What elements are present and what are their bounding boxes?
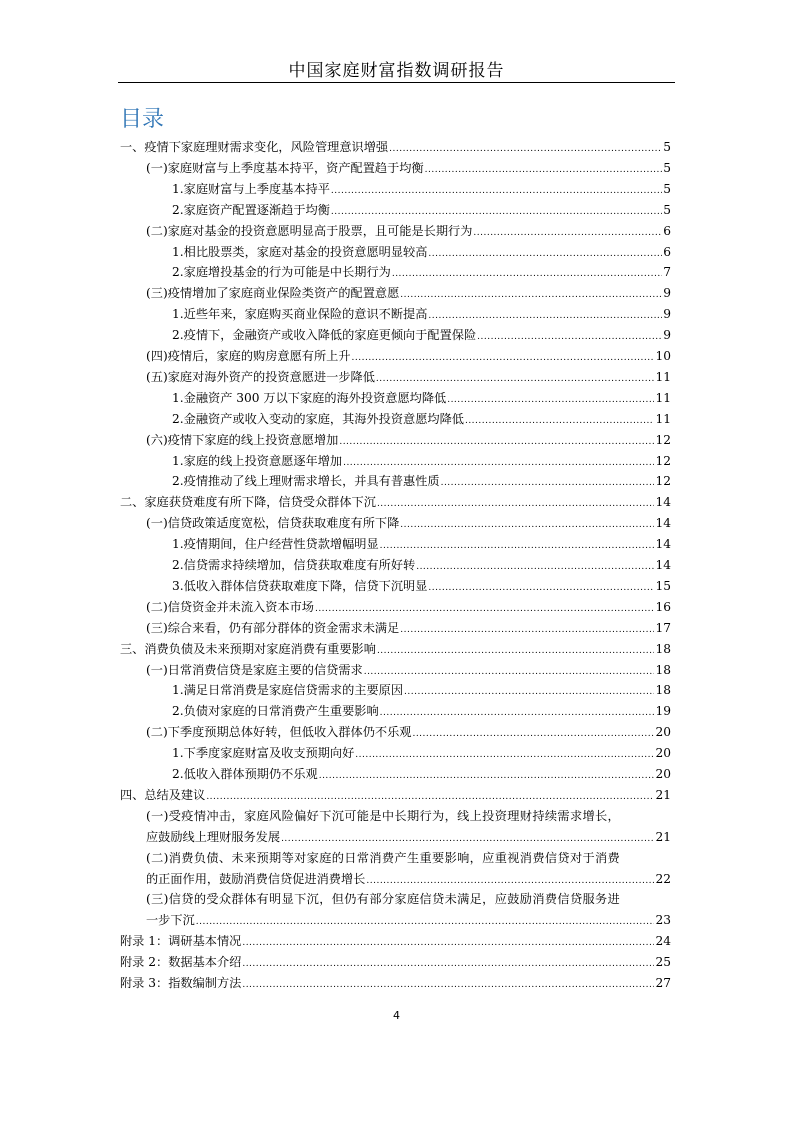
toc-entry-page: 21: [655, 829, 671, 844]
toc-entry-label: (三)疫情增加了家庭商业保险类资产的配置意愿: [146, 286, 400, 301]
toc-leader-dots: [392, 262, 662, 285]
toc-entry-page: 18: [655, 683, 671, 698]
toc-entry[interactable]: [172, 576, 671, 599]
toc-leader-dots: [425, 158, 663, 181]
toc-entry-label: 附录 1：调研基本情况: [120, 934, 242, 949]
toc-leader-dots: [242, 931, 654, 954]
toc-entry-label: 2.家庭增投基金的行为可能是中长期行为: [172, 265, 391, 280]
toc-entry-page: 11: [655, 390, 671, 405]
toc-entry-label: 1.满足日常消费是家庭信贷需求的主要原因: [172, 683, 404, 698]
toc-leader-dots: [380, 701, 655, 724]
toc-entry-page: 19: [655, 704, 671, 719]
toc-entry-label: 1.疫情期间，住户经营性贷款增幅明显: [172, 537, 379, 552]
toc-leader-dots: [473, 221, 662, 244]
toc-entry-label: (二)信贷资金并未流入资本市场: [146, 599, 314, 614]
toc-entry-label-cont: 的正面作用，鼓励消费信贷促进消费增长: [146, 871, 366, 886]
toc-entry[interactable]: [146, 722, 671, 745]
toc-entry-label: 附录 2：数据基本介绍: [120, 955, 242, 970]
toc-leader-dots: [331, 179, 662, 202]
toc-entry-page: 5: [663, 181, 671, 196]
toc-entry-page: 12: [655, 474, 671, 489]
toc-entry-label-cont: 一步下沉: [146, 913, 195, 928]
toc-entry-label: (二)下季度预期总体好转，但低收入群体仍不乐观: [146, 725, 412, 740]
toc-leader-dots: [428, 304, 662, 327]
toc-entry-page: 14: [655, 495, 671, 510]
toc-leader-dots: [377, 639, 655, 662]
toc-entry[interactable]: [146, 848, 671, 892]
toc-leader-dots: [196, 910, 655, 933]
toc-entry-page: 20: [655, 725, 671, 740]
toc-entry[interactable]: [172, 764, 671, 787]
toc-entry-page: 25: [655, 955, 671, 970]
toc-entry-page: 17: [655, 620, 671, 635]
toc-leader-dots: [377, 492, 655, 515]
toc-entry-page: 11: [655, 369, 671, 384]
toc-entry-label: 一、疫情下家庭理财需求变化，风险管理意识增强: [120, 140, 389, 154]
toc-leader-dots: [412, 722, 654, 745]
toc-entry-label: 附录 3：指数编制方法: [120, 976, 242, 990]
toc-entry[interactable]: [172, 200, 671, 223]
toc-entry[interactable]: [172, 409, 671, 432]
toc-leader-dots: [242, 952, 654, 975]
toc-leader-dots: [281, 827, 654, 850]
toc-entry[interactable]: [120, 785, 671, 808]
toc-leader-dots: [319, 764, 655, 787]
toc-entry-label: (一)日常消费信贷是家庭主要的信贷需求: [146, 662, 363, 677]
toc-leader-dots: [416, 555, 654, 578]
toc-entry-page: 5: [663, 202, 671, 217]
toc-entry-label: (二)家庭对基金的投资意愿明显高于股票，且可能是长期行为: [146, 223, 473, 238]
toc-entry-label: 2.疫情下，金融资产或收入降低的家庭更倾向于配置保险: [172, 328, 477, 343]
toc-leader-dots: [447, 388, 654, 411]
toc-entry-label: 2.疫情推动了线上理财需求增长，并具有普惠性质: [172, 474, 440, 489]
toc-entry[interactable]: [120, 952, 671, 975]
toc-entry[interactable]: [172, 262, 671, 285]
toc-entry-label: (五)家庭对海外资产的投资意愿进一步降低: [146, 369, 375, 384]
toc-entry-page: 6: [663, 223, 671, 238]
toc-entry[interactable]: [146, 513, 671, 536]
toc-entry-label: (六)疫情下家庭的线上投资意愿增加: [146, 432, 339, 447]
toc-entry[interactable]: [120, 931, 671, 954]
toc-entry-label: 1.金融资产 300 万以下家庭的海外投资意愿均降低: [172, 390, 447, 405]
toc-entry-label-cont: 应鼓励线上理财服务发展: [146, 829, 281, 844]
toc-leader-dots: [441, 471, 655, 494]
toc-leader-dots: [366, 869, 654, 892]
toc-entry-page: 12: [655, 432, 671, 447]
toc-leader-dots: [355, 743, 654, 766]
toc-entry[interactable]: [146, 660, 671, 683]
toc-leader-dots: [428, 576, 654, 599]
toc-entry-page: 9: [663, 286, 671, 301]
toc-entry-page: 22: [655, 871, 671, 886]
toc-entry[interactable]: [146, 889, 671, 933]
toc-entry-label: 2.低收入群体预期仍不乐观: [172, 767, 318, 781]
toc-entry-label: (三)信贷的受众群体有明显下沉，但仍有部分家庭信贷未满足，应鼓励消费信贷服务进: [146, 892, 621, 907]
page-number: 4: [393, 1009, 400, 1022]
toc-entry[interactable]: [172, 388, 671, 411]
toc-entry[interactable]: [146, 283, 671, 306]
toc-entry[interactable]: [172, 242, 671, 265]
toc-entry-label: (四)疫情后，家庭的购房意愿有所上升: [146, 349, 351, 363]
toc-entry-page: 16: [655, 599, 671, 614]
toc-entry[interactable]: [146, 367, 671, 390]
toc-entry[interactable]: [146, 158, 671, 181]
toc-leader-dots: [380, 534, 655, 557]
toc-entry-page: 12: [655, 453, 671, 468]
toc-entry-label: 三、消费负债及未来预期对家庭消费有重要影响: [120, 641, 376, 656]
toc-entry-page: 20: [655, 767, 671, 781]
toc-entry-page: 14: [655, 516, 671, 531]
toc-entry[interactable]: [172, 555, 671, 578]
toc-leader-dots: [206, 785, 654, 808]
toc-entry[interactable]: [172, 471, 671, 494]
toc-entry-label: (一)信贷政策适度宽松，信贷获取难度有所下降: [146, 516, 400, 531]
toc-entry[interactable]: [146, 221, 671, 244]
toc-leader-dots: [400, 283, 662, 306]
toc-entry[interactable]: [172, 451, 671, 474]
toc-entry-page: 15: [655, 578, 671, 593]
toc-entry-page: 7: [663, 265, 671, 280]
toc-entry-page: 18: [655, 662, 671, 677]
toc-entry-label: 1.家庭的线上投资意愿逐年增加: [172, 453, 343, 468]
toc-entry[interactable]: [120, 639, 671, 662]
toc-entry-label: 1.近些年来，家庭购买商业保险的意识不断提高: [172, 307, 428, 322]
toc-entry[interactable]: [146, 618, 671, 641]
toc-entry-page: 18: [655, 641, 671, 656]
toc-entry-page: 24: [655, 934, 671, 949]
toc-entry[interactable]: [120, 492, 671, 515]
toc-entry[interactable]: [146, 430, 671, 453]
toc-entry-page: 14: [655, 537, 671, 552]
toc-entry-label: (二)消费负债、未来预期等对家庭的日常消费产生重要影响，应重视消费信贷对于消费: [146, 850, 621, 865]
toc-entry-page: 9: [663, 328, 671, 343]
toc-entry[interactable]: [172, 680, 671, 703]
toc-entry-page: 21: [655, 787, 671, 802]
toc-leader-dots: [364, 660, 655, 683]
toc-leader-dots: [343, 451, 654, 474]
toc-entry[interactable]: [120, 137, 671, 160]
toc-entry-page: 10: [655, 349, 671, 363]
toc-entry-label: 2.家庭资产配置逐渐趋于均衡: [172, 202, 330, 217]
toc-entry[interactable]: [172, 304, 671, 327]
toc-entry-label: (一)受疫情冲击，家庭风险偏好下沉可能是中长期行为，线上投资理财持续需求增长，: [146, 808, 621, 823]
toc-entry[interactable]: [172, 179, 671, 202]
header-title: 中国家庭财富指数调研报告: [288, 61, 505, 81]
toc-entry-label: (三)综合来看，仍有部分群体的资金需求未满足: [146, 620, 400, 635]
toc-leader-dots: [352, 346, 655, 369]
toc-entry[interactable]: [172, 325, 671, 348]
toc-entry-page: 9: [663, 307, 671, 322]
toc-leader-dots: [400, 618, 654, 641]
toc-entry-page: 5: [663, 160, 671, 175]
toc-leader-dots: [242, 973, 654, 996]
toc-entry[interactable]: [120, 973, 671, 996]
header-divider: [118, 82, 675, 83]
toc-leader-dots: [465, 409, 655, 432]
toc-entry-page: 14: [655, 558, 671, 572]
toc-entry-label: 1.下季度家庭财富及收支预期向好: [172, 746, 355, 761]
toc-entry-page: 5: [663, 140, 671, 154]
toc-leader-dots: [400, 513, 654, 536]
toc-title: 目录: [120, 107, 165, 132]
toc-entry-page: 20: [655, 746, 671, 761]
toc-entry[interactable]: [172, 701, 671, 724]
toc-leader-dots: [428, 242, 662, 265]
toc-entry[interactable]: [146, 597, 671, 620]
toc-entry[interactable]: [146, 806, 671, 850]
toc-entry-label: (一)家庭财富与上季度基本持平，资产配置趋于均衡: [146, 160, 424, 175]
toc-entry[interactable]: [172, 534, 671, 557]
toc-leader-dots: [339, 430, 654, 453]
toc-entry[interactable]: [146, 346, 671, 369]
toc-entry-label: 2.信贷需求持续增加，信贷获取难度有所好转: [172, 558, 416, 572]
toc-entry-page: 27: [655, 976, 671, 990]
toc-entry-label: 2.金融资产或收入变动的家庭，其海外投资意愿均降低: [172, 411, 464, 426]
toc-leader-dots: [404, 680, 654, 703]
toc-entry-label: 1.相比股票类，家庭对基金的投资意愿明显较高: [172, 244, 428, 259]
toc-leader-dots: [389, 137, 662, 160]
toc-leader-dots: [376, 367, 655, 390]
toc-entry-label: 1.家庭财富与上季度基本持平: [172, 181, 330, 196]
toc-entry-label: 2.负债对家庭的日常消费产生重要影响: [172, 704, 379, 719]
toc-leader-dots: [315, 597, 655, 620]
toc-entry-page: 11: [655, 411, 671, 426]
toc-entry-page: 23: [655, 913, 671, 928]
toc-entry[interactable]: [172, 743, 671, 766]
toc-leader-dots: [331, 200, 662, 223]
toc-entry-label: 二、家庭获贷难度有所下降，信贷受众群体下沉: [120, 495, 376, 510]
toc-entry-label: 3.低收入群体信贷获取难度下降，信贷下沉明显: [172, 578, 428, 593]
toc-leader-dots: [477, 325, 662, 348]
toc-entry-label: 四、总结及建议: [120, 787, 206, 802]
toc-entry-page: 6: [663, 244, 671, 259]
